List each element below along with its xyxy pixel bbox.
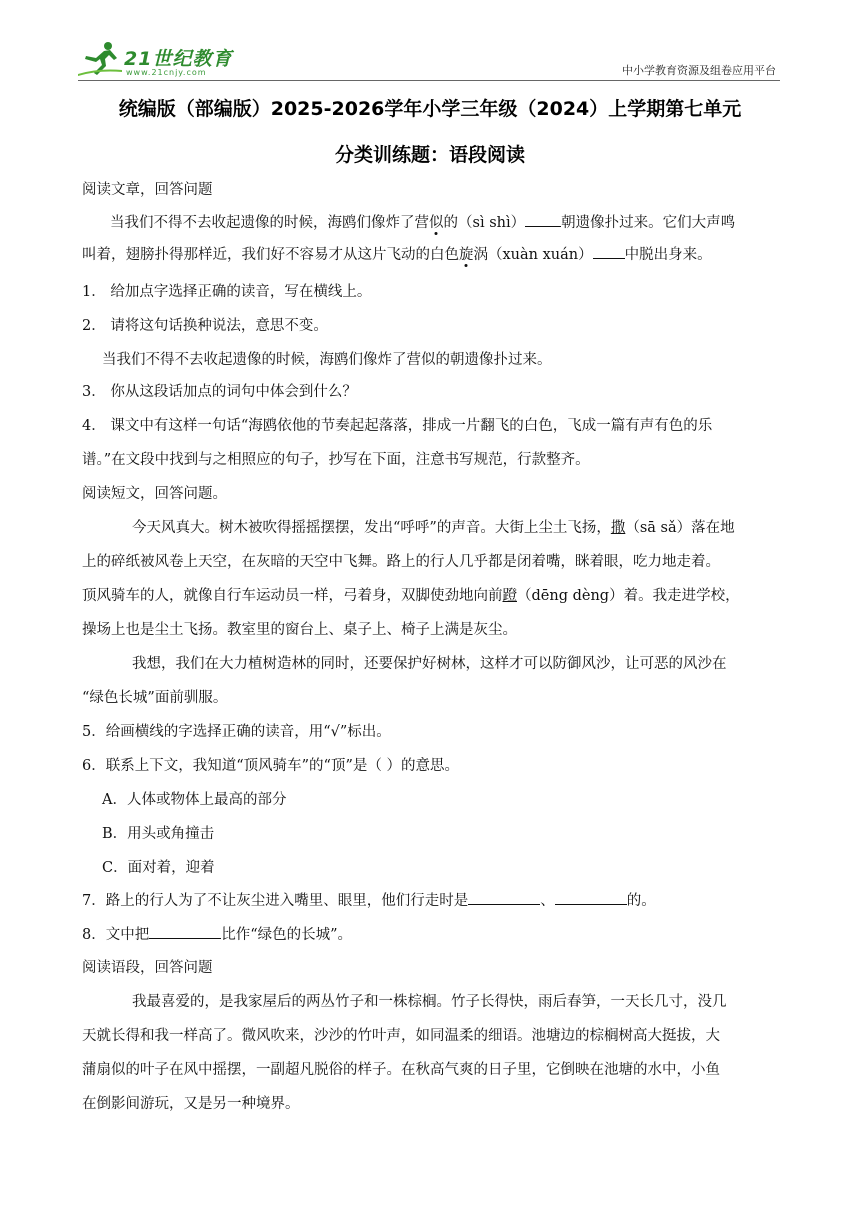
question-6-option-b[interactable]: B．用头或角撞击 [102,826,215,842]
text-span: 8．文中把 [82,927,150,943]
question-7 [82,890,782,911]
page-title: 统编版（部编版）2025-2026学年小学三年级（2024）上学期第七单元 [118,98,742,120]
dotted-char: 旋 [459,247,474,263]
text-span: 朝遗像扑过来。它们大声鸣 [561,215,736,231]
section2-p1-line3 [82,586,782,606]
section2-p2-line1: 我想，我们在大力植树造林的同时，还要保护好树林，这样才可以防御风沙，让可恶的风沙在 [132,656,727,672]
underlined-char: 蹬 [502,588,517,604]
section2-p2-line2: “绿色长城”面前驯服。 [82,690,228,706]
text-span: 的。 [626,893,656,909]
text-span: 涡（xuàn xuán） [473,247,593,263]
section2-p1-line4: 操场上也是尘土飞扬。教室里的窗台上、桌子上、椅子上满是灰尘。 [82,622,517,638]
text-span: 当我们不得不去收起遗像的时候，海鸥们像炸了营 [110,215,429,231]
section1-paragraph-line1 [110,212,782,233]
text-span: 中脱出身来。 [624,247,712,263]
answer-blank[interactable] [593,244,625,259]
answer-blank[interactable] [525,212,561,227]
section1-prompt: 阅读文章，回答问题 [82,182,213,198]
header-divider [78,80,780,81]
section2-prompt: 阅读短文，回答问题。 [82,486,227,502]
page-header [78,36,780,80]
answer-blank[interactable] [555,890,627,905]
question-8 [82,924,782,945]
question-6-option-a[interactable]: A．人体或物体上最高的部分 [102,792,287,808]
section1-paragraph-line2 [82,244,782,265]
section3-line3: 蒲扇似的叶子在风中摇摆，一副超凡脱俗的样子。在秋高气爽的日子里，它倒映在池塘的水中，小鱼 [82,1062,720,1078]
site-logo [78,36,248,80]
section2-p1-line2: 上的碎纸被风卷上天空，在灰暗的天空中飞舞。路上的行人几乎都是闭着嘴，眯着眼，吃力地走着。 [82,554,720,570]
section2-p1-line1 [132,518,782,538]
text-span: 顶风骑车的人，就像自行车运动员一样，弓着身，双脚使劲地向前 [82,588,503,604]
section3-prompt: 阅读语段，回答问题 [82,960,213,976]
question-4-line1: 4． 课文中有这样一句话“海鸥依他的节奏起起落落，排成一片翻飞的白色，飞成一篇有声有色的乐 [82,418,713,434]
text-span: 的（sì shì） [443,215,526,231]
question-4-line2: 谱。”在文段中找到与之相照应的句子，抄写在下面，注意书写规范，行款整齐。 [82,452,590,468]
answer-blank[interactable] [468,890,540,905]
underlined-char: 撒 [610,520,626,536]
answer-blank[interactable] [149,924,221,939]
question-6: 6．联系上下文，我知道“顶风骑车”的“顶”是（ ）的意思。 [82,758,459,774]
text-span: 、 [540,893,555,909]
text-span: 7．路上的行人为了不让灰尘进入嘴里、眼里，他们行走时是 [82,893,469,909]
dotted-char: 似 [429,215,444,231]
section3-line1: 我最喜爱的，是我家屋后的两丛竹子和一株棕榈。竹子长得快，雨后春笋，一天长几寸，没几 [132,994,727,1010]
page-subtitle: 分类训练题：语段阅读 [334,144,525,166]
logo-title: 21世纪教育 [124,48,233,70]
logo-url: www.21cnjy.com [126,68,207,77]
section3-line2: 天就长得和我一样高了。微风吹来，沙沙的竹叶声，如同温柔的细语。池塘边的棕榈树高大挺拔，大 [82,1028,720,1044]
question-2-sentence: 当我们不得不去收起遗像的时候，海鸥们像炸了营似的朝遗像扑过来。 [102,352,552,368]
runner-logo-icon [78,40,122,76]
text-span: 叫着，翅膀扑得那样近，我们好不容易才从这片飞动的白色 [82,247,459,263]
text-span: 今天风真大。树木被吹得摇摇摆摆，发出“呼呼”的声音。大街上尘土飞扬， [132,520,611,536]
platform-tagline: 中小学教育资源及组卷应用平台 [622,64,776,77]
text-span: （dēng dèng）着。我走进学校， [517,588,740,604]
section3-line4: 在倒影间游玩，又是另一种境界。 [82,1096,300,1112]
question-6-option-c[interactable]: C．面对着，迎着 [102,860,215,876]
question-2: 2． 请将这句话换种说法，意思不变。 [82,318,328,334]
text-span: （sā sǎ）落在地 [625,520,735,536]
text-span: 比作“绿色的长城”。 [221,927,353,943]
question-3: 3． 你从这段话加点的词句中体会到什么？ [82,384,357,400]
question-1: 1． 给加点字选择正确的读音，写在横线上。 [82,284,372,300]
question-5: 5．给画横线的字选择正确的读音，用“√”标出。 [82,724,391,740]
